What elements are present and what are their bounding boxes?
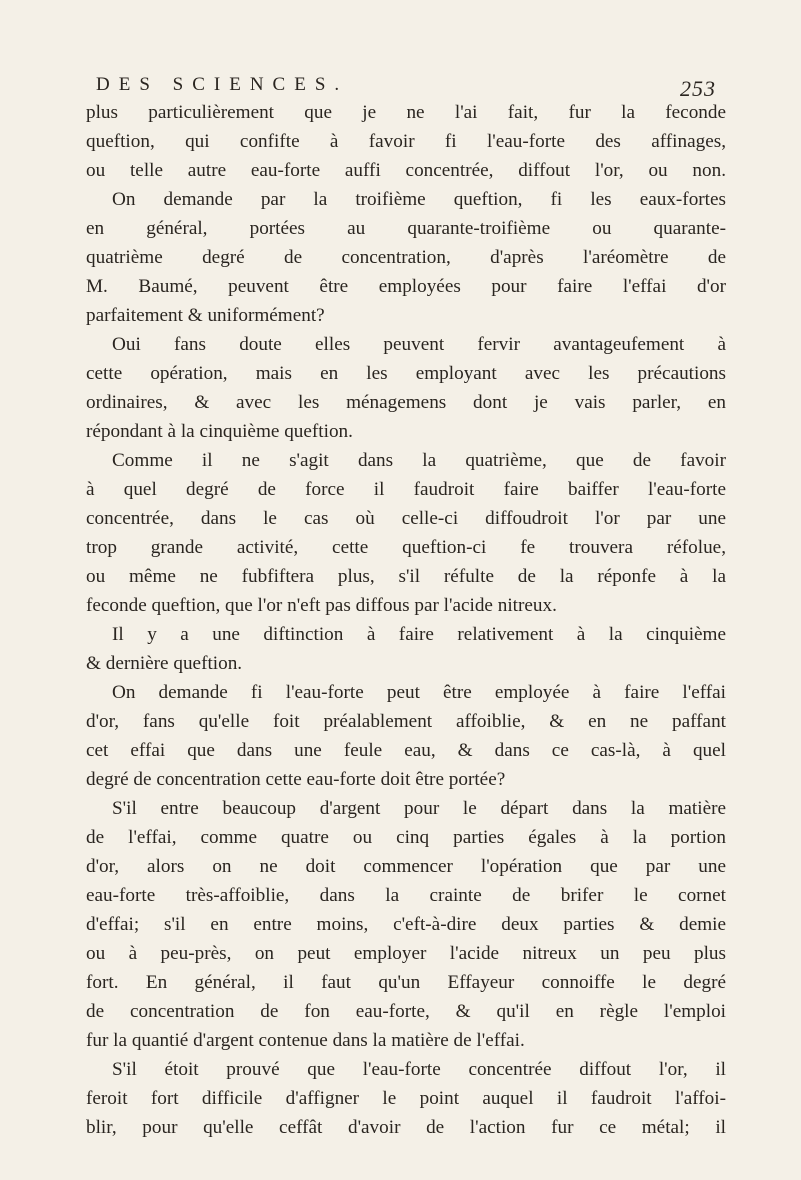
text-line: ou telle autre eau-forte auffi concentrée, diffout l'or, ou non.: [86, 160, 726, 181]
text-line: ordinaires, & avec les ménagemens dont je vais parler, en: [86, 392, 726, 413]
page-number: 253: [680, 76, 716, 101]
text-line: eau-forte très-affoiblie, dans la crainte de brifer le cornet: [86, 885, 726, 906]
text-line: plus particulièrement que je ne l'ai fait, fur la feconde: [86, 102, 726, 123]
text-line: M. Baumé, peuvent être employées pour faire l'effai d'or: [86, 276, 726, 297]
text-line: d'or, fans qu'elle foit préalablement affoiblie, & en ne paffant: [86, 711, 726, 732]
text-line: Oui fans doute elles peuvent fervir avantageufement à: [112, 334, 726, 355]
text-line: queftion, qui confifte à favoir fi l'eau-forte des affinages,: [86, 131, 726, 152]
text-line: feroit fort difficile d'affigner le point auquel il faudroit l'affoi-: [86, 1088, 726, 1109]
text-line: cet effai que dans une feule eau, & dans ce cas-là, à quel: [86, 740, 726, 761]
text-line: répondant à la cinquième queftion.: [86, 421, 353, 442]
text-line: concentrée, dans le cas où celle-ci diffoudroit l'or par une: [86, 508, 726, 529]
body-text: [86, 98, 726, 1142]
text-line: en général, portées au quarante-troifième ou quarante-: [86, 218, 726, 239]
text-line: trop grande activité, cette queftion-ci fe trouvera réfolue,: [86, 537, 726, 558]
text-line: degré de concentration cette eau-forte doit être portée?: [86, 769, 506, 790]
page-header: [96, 68, 716, 102]
text-line: à quel degré de force il faudroit faire baiffer l'eau-forte: [86, 479, 726, 500]
text-line: & dernière queftion.: [86, 653, 243, 674]
text-line: On demande fi l'eau-forte peut être employée à faire l'effai: [112, 682, 726, 703]
running-head: DES SCIENCES.: [96, 74, 349, 95]
text-line: fur la quantié d'argent contenue dans la matière de l'effai.: [86, 1030, 525, 1051]
text-line: quatrième degré de concentration, d'après l'aréomètre de: [86, 247, 726, 268]
text-line: ou même ne fubfiftera plus, s'il réfulte de la réponfe à la: [86, 566, 726, 587]
text-line: S'il étoit prouvé que l'eau-forte concentrée diffout l'or, il: [112, 1059, 726, 1080]
text-line: d'or, alors on ne doit commencer l'opération que par une: [86, 856, 726, 877]
text-line: S'il entre beaucoup d'argent pour le départ dans la matière: [112, 798, 726, 819]
text-line: feconde queftion, que l'or n'eft pas diffous par l'acide nitreux.: [86, 595, 557, 616]
text-line: parfaitement & uniformément?: [86, 305, 325, 326]
text-line: de l'effai, comme quatre ou cinq parties égales à la portion: [86, 827, 726, 848]
text-line: On demande par la troifième queftion, fi les eaux-fortes: [112, 189, 726, 210]
text-line: cette opération, mais en les employant avec les précautions: [86, 363, 726, 384]
text-line: ou à peu-près, on peut employer l'acide nitreux un peu plus: [86, 943, 726, 964]
text-line: fort. En général, il faut qu'un Effayeur connoiffe le degré: [86, 972, 726, 993]
text-line: Comme il ne s'agit dans la quatrième, que de favoir: [112, 450, 726, 471]
text-line: blir, pour qu'elle ceffât d'avoir de l'action fur ce métal; il: [86, 1117, 726, 1138]
text-line: Il y a une diftinction à faire relativement à la cinquième: [112, 624, 726, 645]
text-line: d'effai; s'il en entre moins, c'eft-à-dire deux parties & demie: [86, 914, 726, 935]
text-line: de concentration de fon eau-forte, & qu'il en règle l'emploi: [86, 1001, 726, 1022]
